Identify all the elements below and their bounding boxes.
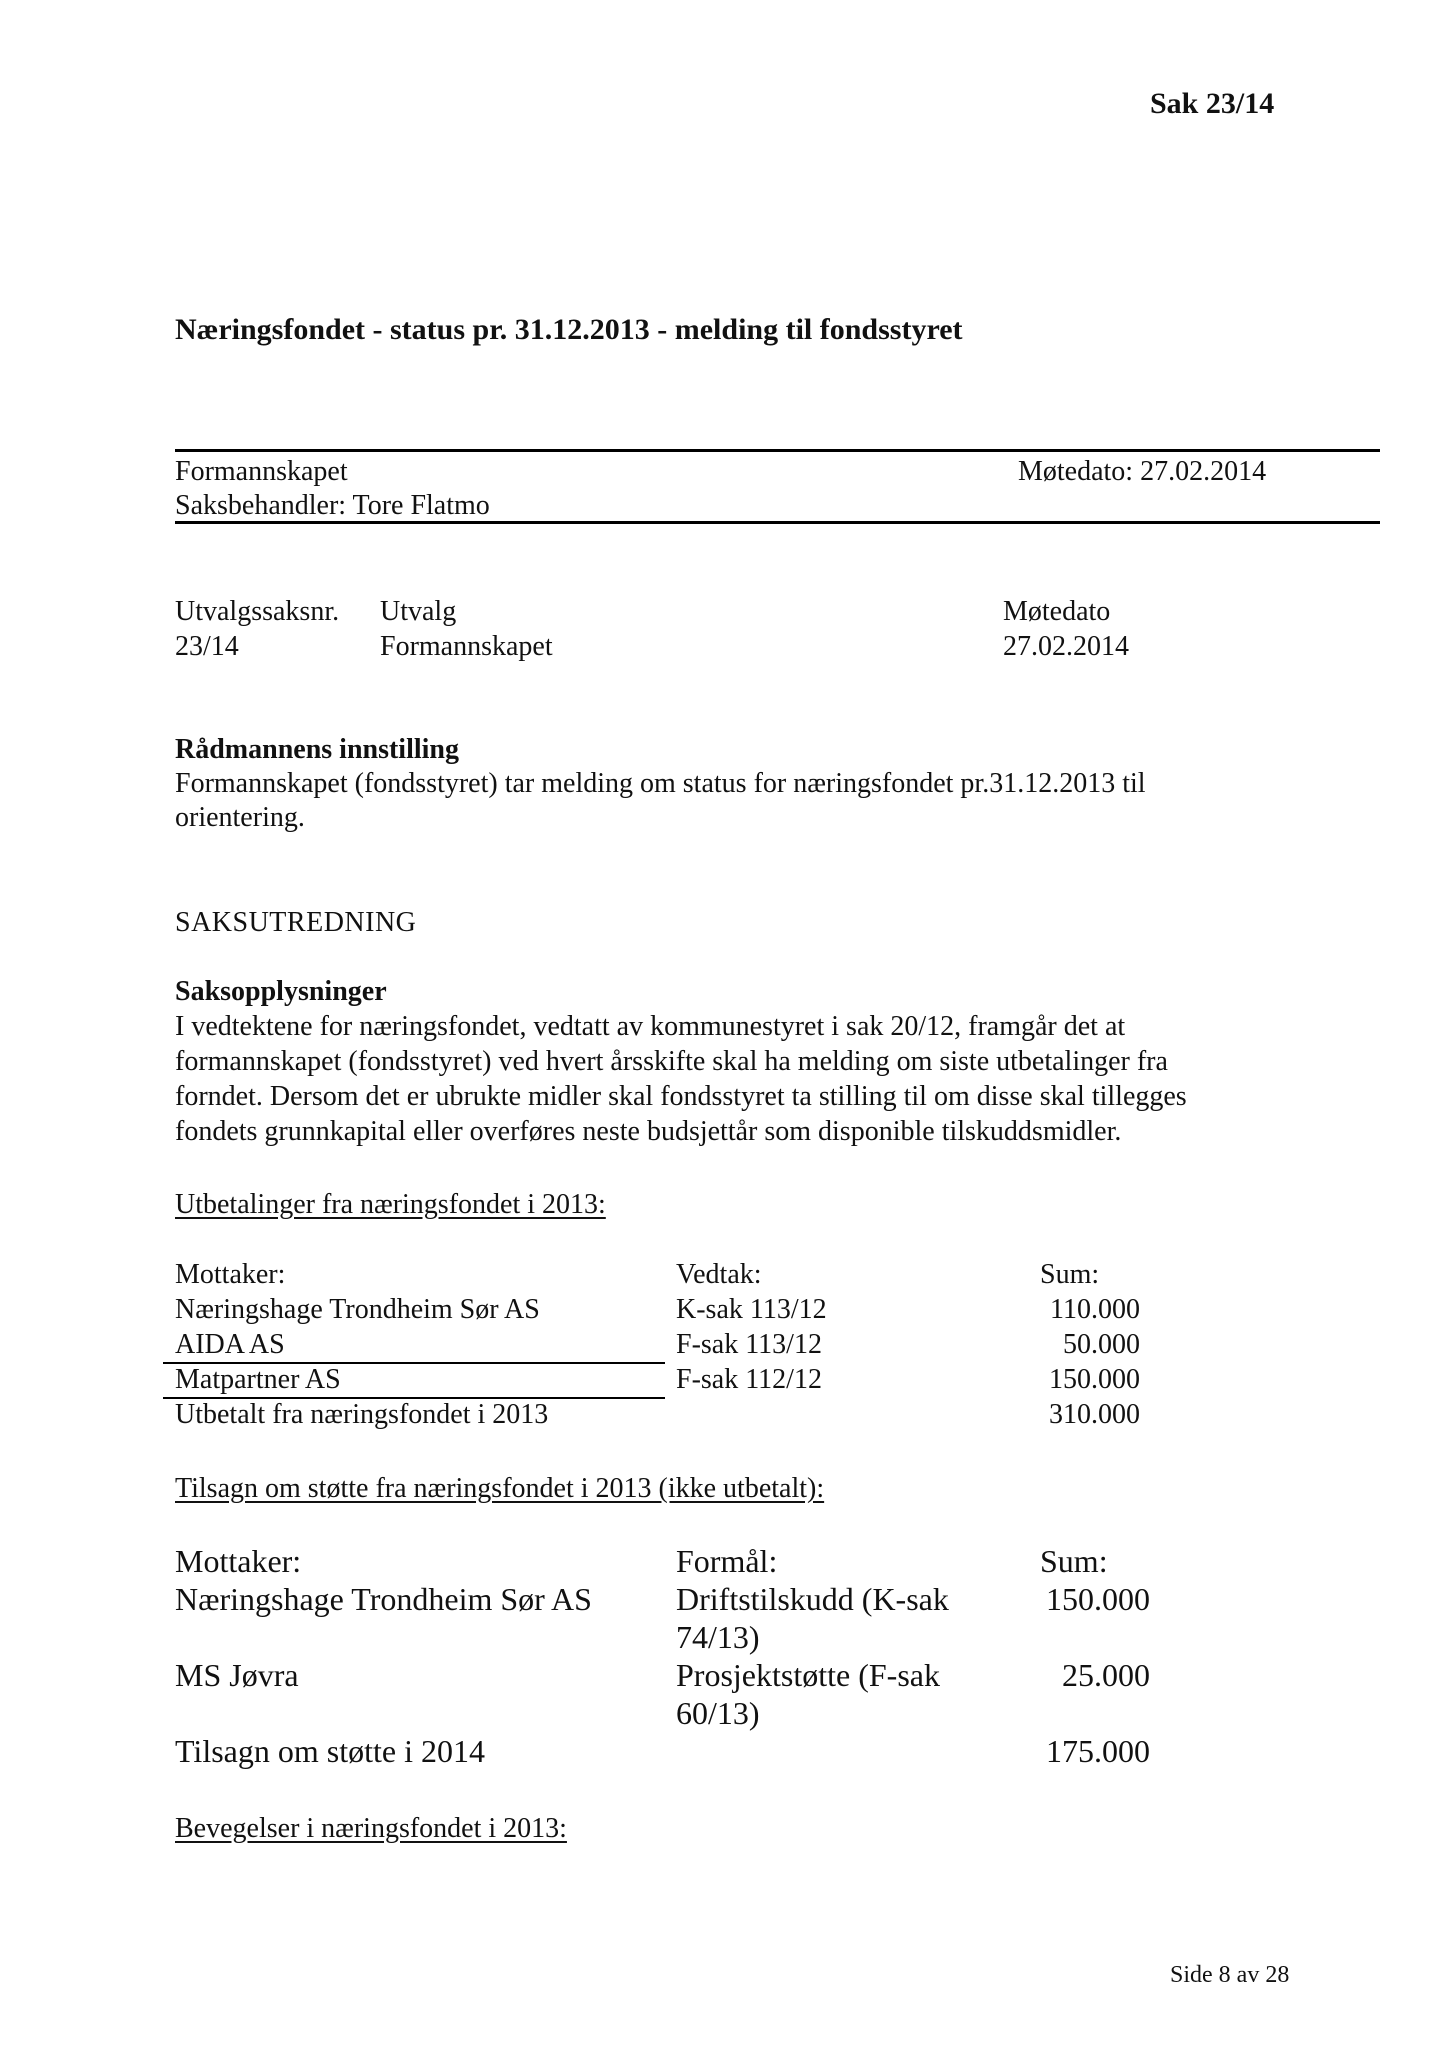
commitments-col-purpose: Formål: [676, 1543, 778, 1579]
payments-col-decision: Vedtak: [676, 1259, 762, 1290]
meta-case-officer: Saksbehandler: Tore Flatmo [175, 490, 490, 521]
commitment-sum: 150.000 [1046, 1581, 1150, 1617]
payment-decision: F-sak 113/12 [676, 1329, 822, 1360]
commitment-purpose: Driftstilskudd (K-sak [676, 1581, 949, 1617]
payment-sum: 150.000 [1049, 1364, 1140, 1395]
commitments-col-sum: Sum: [1040, 1543, 1108, 1579]
facts-heading: Saksopplysninger [175, 976, 387, 1007]
committee-name: Formannskapet [380, 631, 553, 662]
page-number: Side 8 av 28 [1170, 1962, 1290, 1988]
payment-sum: 50.000 [1063, 1329, 1140, 1360]
commitment-purpose-cont: 60/13) [676, 1695, 760, 1731]
payments-col-sum: Sum: [1040, 1259, 1100, 1290]
recommendation-line: Formannskapet (fondsstyret) tar melding om status for næringsfondet pr.31.12.2013 til [175, 768, 1146, 799]
meta-top-rule [175, 449, 1380, 452]
payments-heading: Utbetalinger fra næringsfondet i 2013: [175, 1189, 606, 1220]
payments-total-label: Utbetalt fra næringsfondet i 2013 [175, 1399, 549, 1430]
recommendation-line: orientering. [175, 802, 305, 833]
commitments-total-value: 175.000 [1046, 1733, 1150, 1769]
payment-recipient: Næringshage Trondheim Sør AS [175, 1294, 540, 1325]
payments-total-value: 310.000 [1049, 1399, 1140, 1430]
commitment-sum: 25.000 [1062, 1657, 1150, 1693]
movements-heading: Bevegelser i næringsfondet i 2013: [175, 1813, 567, 1844]
payment-decision: K-sak 113/12 [676, 1294, 827, 1325]
commitments-col-recipient: Mottaker: [175, 1543, 302, 1579]
payment-sum: 110.000 [1050, 1294, 1140, 1325]
commitments-heading: Tilsagn om støtte fra næringsfondet i 2013 (ikke utbetalt): [175, 1473, 825, 1504]
payment-recipient: AIDA AS [175, 1329, 285, 1360]
payment-decision: F-sak 112/12 [676, 1364, 822, 1395]
facts-line: forndet. Dersom det er ubrukte midler skal fondsstyret ta stilling til om disse skal tillegges [175, 1081, 1187, 1112]
facts-line: I vedtektene for næringsfondet, vedtatt av kommunestyret i sak 20/12, framgår det at [175, 1011, 1126, 1042]
meta-bottom-rule [175, 521, 1380, 524]
recommendation-heading: Rådmannens innstilling [175, 734, 459, 765]
document-title: Næringsfondet - status pr. 31.12.2013 - melding til fondsstyret [175, 313, 963, 346]
commitment-purpose-cont: 74/13) [676, 1619, 760, 1655]
payment-recipient: Matpartner AS [175, 1364, 341, 1395]
committee-header-date: Møtedato [1003, 596, 1111, 627]
committee-header-case-no: Utvalgssaksnr. [175, 596, 340, 627]
committee-header-committee: Utvalg [380, 596, 457, 627]
commitment-purpose: Prosjektstøtte (F-sak [676, 1657, 940, 1693]
committee-date: 27.02.2014 [1003, 631, 1129, 662]
commitment-recipient: Næringshage Trondheim Sør AS [175, 1581, 592, 1617]
facts-line: fondets grunnkapital eller overføres neste budsjettår som disponible tilskuddsmidler. [175, 1116, 1122, 1147]
meta-board: Formannskapet [175, 456, 348, 487]
commitment-recipient: MS Jøvra [175, 1657, 299, 1693]
meta-meeting-date: Møtedato: 27.02.2014 [1018, 456, 1267, 487]
payments-col-recipient: Mottaker: [175, 1259, 286, 1290]
section-heading: SAKSUTREDNING [175, 907, 417, 938]
commitments-total-label: Tilsagn om støtte i 2014 [175, 1733, 485, 1769]
committee-case-no: 23/14 [175, 631, 239, 662]
facts-line: formannskapet (fondsstyret) ved hvert årsskifte skal ha melding om siste utbetalinger fra [175, 1046, 1168, 1077]
case-reference: Sak 23/14 [1150, 87, 1275, 120]
